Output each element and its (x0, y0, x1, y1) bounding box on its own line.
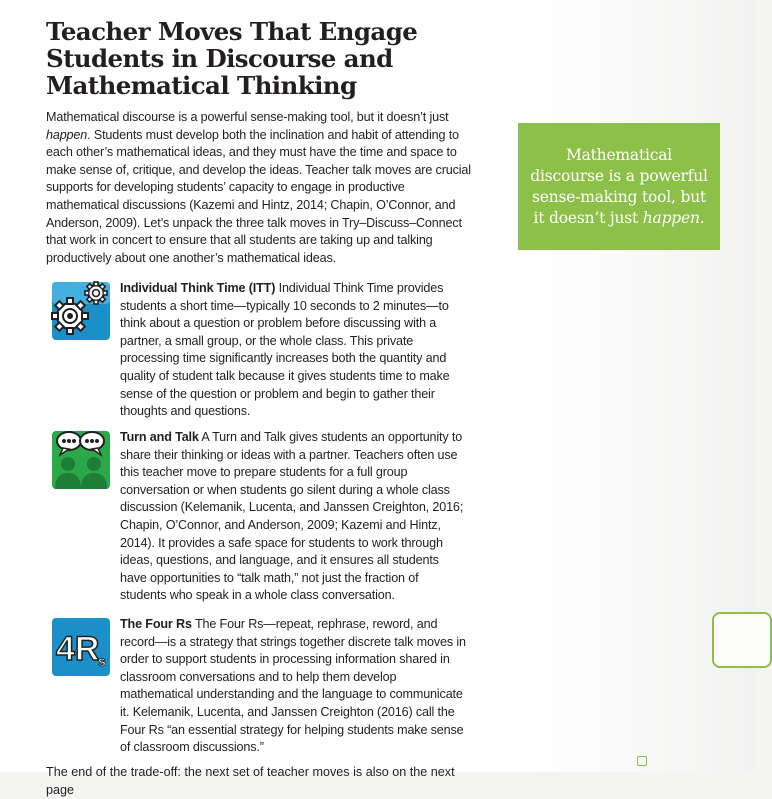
page-title: Teacher Moves That Engage Students in Discourse and Mathematical Thinking (46, 17, 418, 100)
checkbox-mark (637, 756, 647, 766)
four-rs-icon (50, 616, 110, 676)
intro-text-2: . Students must develop both the inclination and habit of attending to each other’s mathematical ideas, and they must have the time and space to make sense of, critique, and develop the ideas. Teacher talk moves are crucial supports for developing students’ capacity to engage in productive mathematical discussions (Kazemi and Hintz, 2014; Chapin, O’Connor, and Anderson, 2009). Let’s unpack the three talk moves in Try–Discuss–Connect that work in concert to ensure that all students are taking up and talking productively about one another’s mathematical ideas. (46, 127, 471, 265)
four-rs-icon-subscript: s (98, 653, 106, 669)
move-body: A Turn and Talk gives students an opportunity to share their thinking or ideas with a partner. Teachers often use this teacher move to prepare students for a full group conversation or when students go silent during a whole class discussion (Kelemanik, Lucenta, and Janssen Creighton, 2016; Chapin, O’Connor, and Anderson, 2009; Kazemi and Hintz, 2014). It provides a safe space for students to work through ideas, questions, and language, and it ensures all students have opportunities to “talk math,” not just the fraction of students who speak in a whole class conversation. (120, 430, 464, 603)
pull-quote-callout (518, 123, 720, 250)
move-description (120, 280, 468, 421)
callout-text: Mathematical discourse is a powerful sense-making tool, but it doesn’t just (530, 145, 708, 227)
talking-students-icon (50, 429, 110, 489)
move-description (120, 616, 468, 757)
move-heading: Individual Think Time (ITT) (120, 281, 276, 295)
move-heading: The Four Rs (120, 617, 192, 631)
intro-text-1: Mathematical discourse is a powerful sense-making tool, but it doesn’t just (46, 110, 449, 124)
four-rs-icon-text: 4R (56, 630, 100, 668)
intro-paragraph (46, 109, 476, 267)
page-edge-frame (712, 612, 772, 668)
move-heading: Turn and Talk (120, 430, 199, 444)
gears-icon (50, 280, 110, 340)
callout-emphasis: happen (642, 208, 700, 227)
move-description (120, 429, 468, 605)
callout-end: . (699, 208, 705, 227)
move-body: The Four Rs—repeat, rephrase, reword, and record—is a strategy that strings together discrete talk moves in order to support students in processing information shared in classroom conversations and to help them develop mathematical understanding and the language to communicate it. Kelemanik, Lucenta, and Janssen Creighton (2016) call the Four Rs “an essential strategy for helping students make sense of classroom discussions.” (120, 617, 466, 755)
bottom-cut-text: The end of the trade-off: the next set of teacher moves is also on the next page (46, 765, 455, 797)
move-body: Individual Think Time provides students a short time—typically 10 seconds to 2 minutes—to think about a question or problem before discussing with a partner, a small group, or the whole class. This private processing time significantly increases both the quantity and quality of student talk because it gives students time to make sense of the question or problem and begin to gather their thoughts and questions. (120, 281, 450, 419)
intro-emphasis: happen (46, 127, 88, 142)
